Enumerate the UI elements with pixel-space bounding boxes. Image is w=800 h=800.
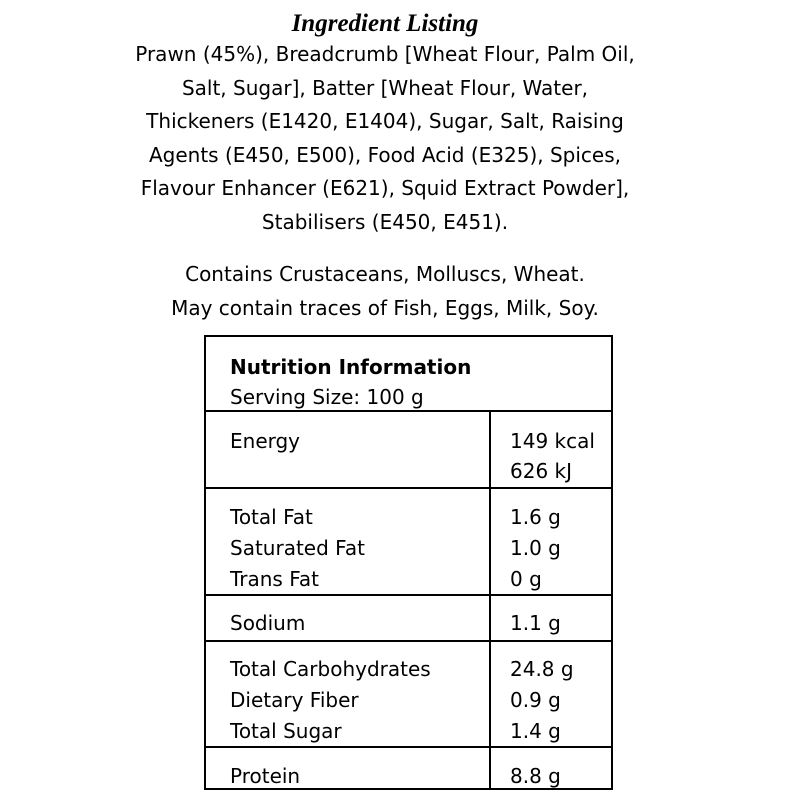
- table-row: [206, 533, 611, 564]
- protein-label: Protein: [230, 764, 301, 788]
- table-row: [206, 564, 611, 595]
- page-title: Ingredient Listing: [291, 10, 479, 37]
- protein-group: [206, 748, 611, 788]
- ingredient-line: Prawn (45%), Breadcrumb [Wheat Flour, Palm Oil,: [135, 42, 635, 66]
- ingredient-line: Stabilisers (E450, E451).: [261, 209, 509, 234]
- ingredient-list: [100, 38, 670, 240]
- table-row: [206, 761, 611, 792]
- ingredient-line: Thickeners (E1420, E1404), Sugar, Salt, Raising: [146, 109, 624, 134]
- energy-kcal: 149 kcal: [510, 429, 595, 453]
- table-row: [206, 502, 611, 533]
- serving-size: Serving Size: 100 g: [230, 385, 424, 409]
- nutrition-title: Nutrition Information: [230, 355, 472, 379]
- nutrient-value: 0.9 g: [510, 688, 561, 712]
- allergen-contains: Contains Crustaceans, Molluscs, Wheat.: [185, 262, 585, 286]
- energy-label: Energy: [230, 429, 301, 453]
- table-row: [206, 654, 611, 685]
- nutrient-label: Saturated Fat: [230, 536, 365, 560]
- nutrient-label: Dietary Fiber: [230, 688, 359, 712]
- sodium-value: 1.1 g: [510, 611, 561, 635]
- nutrient-label: Total Carbohydrates: [230, 657, 431, 681]
- protein-value: 8.8 g: [510, 764, 561, 788]
- nutrient-label: Total Sugar: [230, 719, 342, 743]
- table-row: [206, 608, 611, 639]
- ingredient-line: Salt, Sugar], Batter [Wheat Flour, Water,: [181, 75, 589, 100]
- ingredient-line: Agents (E450, E500), Food Acid (E325), Spices,: [148, 142, 622, 167]
- energy-group: [206, 412, 611, 489]
- table-row: [206, 716, 611, 747]
- energy-kj: 626 kJ: [510, 459, 573, 483]
- table-row: [206, 685, 611, 716]
- nutrient-value: 1.0 g: [510, 536, 561, 560]
- carbohydrate-group: [206, 642, 611, 748]
- table-row: [206, 426, 611, 457]
- nutrient-value: 24.8 g: [510, 657, 574, 681]
- nutrient-value: 1.6 g: [510, 505, 561, 529]
- nutrient-value: 1.4 g: [510, 719, 561, 743]
- allergen-statement: [100, 257, 670, 325]
- sodium-group: [206, 596, 611, 642]
- nutrition-header: [206, 337, 611, 412]
- nutrient-label: Trans Fat: [230, 567, 319, 591]
- nutrition-table: [204, 335, 613, 790]
- nutrient-value: 0 g: [510, 567, 542, 591]
- allergen-may-contain: May contain traces of Fish, Eggs, Milk, Soy.: [171, 296, 599, 320]
- fat-group: [206, 489, 611, 596]
- ingredient-line: Flavour Enhancer (E621), Squid Extract Powder],: [140, 176, 630, 201]
- nutrient-label: Total Fat: [230, 505, 313, 529]
- table-row: [206, 456, 611, 487]
- sodium-label: Sodium: [230, 611, 306, 635]
